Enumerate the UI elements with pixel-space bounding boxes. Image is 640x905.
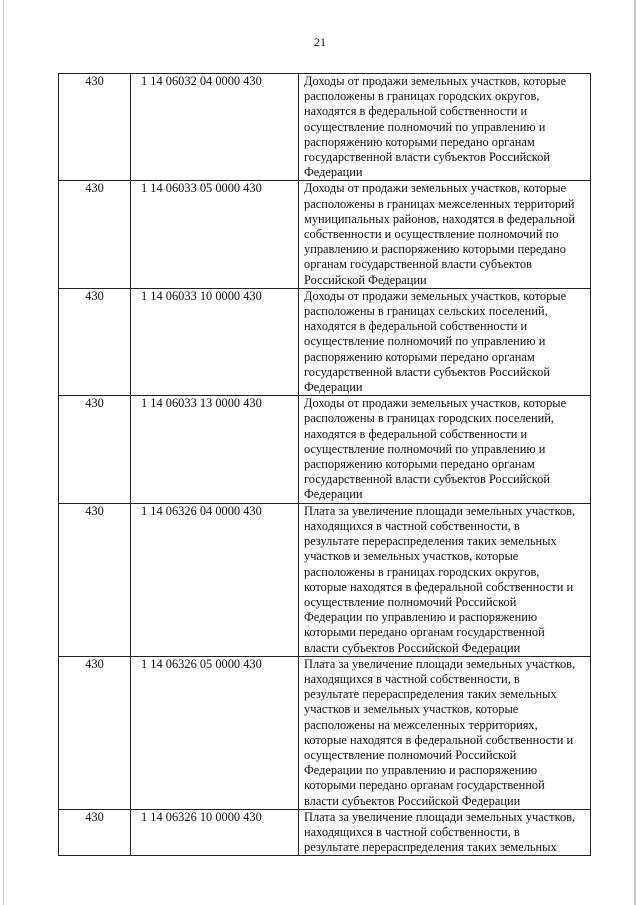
revenue-code-cell: 1 14 06032 04 0000 430 [131,74,299,181]
description-line: собственности и осуществление полномочий по [304,227,559,242]
description-line: распоряжению которыми передано органам [304,457,535,472]
description-line: государственной власти субъектов Российской [304,472,551,487]
table-row [59,809,591,856]
table-row [59,396,591,503]
description-line: находятся в федеральной собственности и [304,426,528,441]
revenue-description-cell [299,396,591,503]
description-line: осуществление полномочий Российской [304,747,517,762]
description-line: Федерации по управлению и распоряжению [304,610,538,625]
revenue-code-cell: 1 14 06326 10 0000 430 [131,809,299,856]
admin-code-cell: 430 [59,181,131,288]
description-line: Доходы от продажи земельных участков, которые [304,74,567,88]
description-line: Доходы от продажи земельных участков, которые [304,396,567,411]
revenue-code-cell: 1 14 06033 10 0000 430 [131,288,299,395]
admin-code-cell: 430 [59,288,131,395]
description-line: которыми передано органам государственной [304,778,545,793]
description-line: расположены в границах городских поселений, [304,411,554,426]
revenue-code-cell: 1 14 06033 05 0000 430 [131,181,299,288]
description-line: Федерации по управлению и распоряжению [304,763,538,778]
description-line: которыми передано органам государственной [304,625,545,640]
description-line: распоряжению которыми передано органам [304,134,535,149]
description-line: участков и земельных участков, которые [304,549,519,564]
description-line: муниципальных районов, находятся в федеральной [304,211,576,226]
description-line: Плата за увеличение площади земельных участков, [304,809,576,824]
page-number: 21 [314,35,326,49]
description-line: осуществление полномочий Российской [304,594,517,609]
description-line: Плата за увеличение площади земельных участков, [304,656,576,671]
table-row [59,656,591,809]
description-line: Федерации [304,165,363,180]
admin-code-cell: 430 [59,396,131,503]
description-line: государственной власти субъектов Российской [304,150,551,165]
table-row [59,288,591,395]
admin-code-cell: 430 [59,503,131,656]
revenue-description-cell [299,809,591,856]
description-line: результате перераспределения таких земельных [304,687,557,702]
description-line: которые находятся в федеральной собственности и [304,732,574,747]
scan-left-edge [3,0,4,905]
revenue-description-cell [299,74,591,181]
scan-right-edge [634,0,636,905]
description-line: осуществление полномочий по управлению и [304,334,546,349]
description-line: расположены в границах сельских поселений, [304,304,548,319]
description-line: распоряжению которыми передано органам [304,349,535,364]
description-line: осуществление полномочий по управлению и [304,441,546,456]
admin-code-cell: 430 [59,74,131,181]
description-line: результате перераспределения таких земельных [304,534,557,549]
admin-code-cell: 430 [59,809,131,856]
description-line: находящихся в частной собственности, в [304,518,520,533]
description-line: расположены в границах городских округов, [304,89,540,104]
description-line: которые находятся в федеральной собственности и [304,579,574,594]
admin-code-cell: 430 [59,656,131,809]
revenue-code-cell: 1 14 06326 05 0000 430 [131,656,299,809]
description-line: участков и земельных участков, которые [304,702,519,717]
description-line: Доходы от продажи земельных участков, которые [304,288,567,303]
description-line: расположены в границах межселенных территорий [304,196,575,211]
description-line: результате перераспределения таких земельных [304,840,557,855]
description-line: Федерации [304,487,363,502]
revenue-description-cell [299,288,591,395]
description-line: Доходы от продажи земельных участков, которые [304,181,567,196]
description-line: государственной власти субъектов Российской [304,364,551,379]
description-line: власти субъектов Российской Федерации [304,640,521,655]
table-body [59,74,591,856]
table-row [59,503,591,656]
description-line: находятся в федеральной собственности и [304,319,528,334]
revenue-code-cell: 1 14 06033 13 0000 430 [131,396,299,503]
revenue-description-cell [299,181,591,288]
description-line: Российской Федерации [304,272,427,287]
description-line: власти субъектов Российской Федерации [304,793,521,808]
revenue-description-cell [299,503,591,656]
description-line: осуществление полномочий по управлению и [304,119,546,134]
description-line: расположены в границах городских округов, [304,564,540,579]
description-line: находятся в федеральной собственности и [304,104,528,119]
description-line: находящихся в частной собственности, в [304,671,520,686]
description-line: Федерации [304,380,363,395]
table-row [59,74,591,181]
description-line: органам государственной власти субъектов [304,257,532,272]
description-line: Плата за увеличение площади земельных участков, [304,503,576,518]
revenue-code-cell: 1 14 06326 04 0000 430 [131,503,299,656]
description-line: управлению и распоряжению которыми передано [304,242,566,257]
table-row [59,181,591,288]
description-line: расположены на межселенных территориях, [304,717,538,732]
description-line: находящихся в частной собственности, в [304,824,520,839]
revenue-description-cell [299,656,591,809]
revenue-codes-table [58,73,591,856]
